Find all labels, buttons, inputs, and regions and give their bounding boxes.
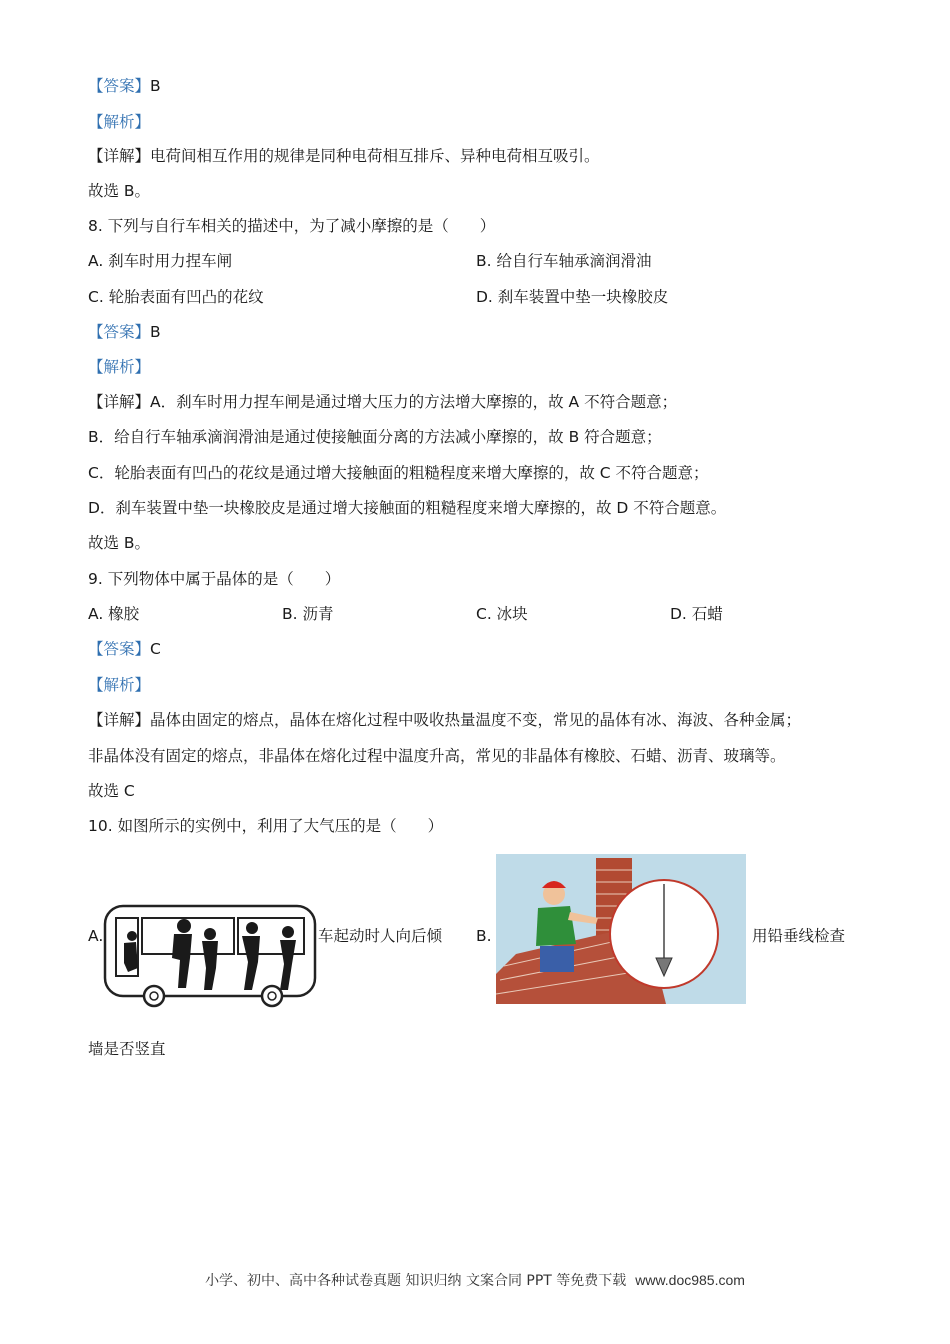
q7-detail (88, 146, 600, 166)
detail-tag: 【详解】 (88, 393, 151, 411)
detail-text: 电荷间相互作用的规律是同种电荷相互排斥、异种电荷相互吸引。 (150, 147, 600, 165)
q8-answer (88, 322, 161, 342)
answer-tag: 【答案】 (88, 640, 151, 658)
q8-option-d: D. 刹车装置中垫一块橡胶皮 (476, 288, 669, 306)
q8-option-b: B. 给自行车轴承滴润滑油 (476, 252, 652, 270)
q9-detail-line1 (88, 710, 801, 730)
answer-tag: 【答案】 (88, 323, 151, 341)
answer-tag: 【答案】 (88, 77, 151, 95)
bus-illustration (102, 898, 318, 1008)
q10-option-a-caption: 车起动时人向后倾 (318, 927, 443, 945)
detail-tag: 【详解】 (88, 711, 151, 729)
q9-option-d: D. 石蜡 (670, 605, 723, 623)
footer-text: 小学、初中、高中各种试卷真题 知识归纳 文案合同 PPT 等免费下载 (205, 1273, 627, 1289)
detail-text: A．刹车时用力捏车闸是通过增大压力的方法增大摩擦的，故 A 不符合题意； (150, 393, 678, 411)
answer-value: C (150, 640, 161, 658)
q9-answer (88, 639, 161, 659)
q8-analysis-tag: 【解析】 (88, 358, 151, 376)
q9-option-c: C. 冰块 (476, 605, 528, 623)
q8-detail-c: C．轮胎表面有凹凸的花纹是通过增大接触面的粗糙程度来增大摩擦的，故 C 不符合题意； (88, 464, 709, 482)
q7-analysis-tag: 【解析】 (88, 113, 151, 131)
detail-tag: 【详解】 (88, 147, 151, 165)
q9-option-a: A. 橡胶 (88, 605, 140, 623)
plumb-line-illustration (496, 854, 746, 1004)
q9-conclusion: 故选 C (88, 782, 135, 800)
q8-option-a: A. 刹车时用力捏车闸 (88, 252, 233, 270)
q10-question: 10. 如图所示的实例中，利用了大气压的是（ ） (88, 817, 444, 835)
answer-value: B (150, 323, 161, 341)
q8-detail-a (88, 392, 677, 412)
q10-option-b-caption-cont: 墙是否竖直 (88, 1040, 166, 1058)
q8-option-c: C. 轮胎表面有凹凸的花纹 (88, 288, 264, 306)
q8-question: 8. 下列与自行车相关的描述中，为了减小摩擦的是（ ） (88, 217, 496, 235)
q9-question: 9. 下列物体中属于晶体的是（ ） (88, 570, 341, 588)
q7-conclusion: 故选 B。 (88, 182, 151, 200)
footer-site-link[interactable]: www.doc985.com (635, 1272, 745, 1288)
q8-detail-d: D．刹车装置中垫一块橡胶皮是通过增大接触面的粗糙程度来增大摩擦的，故 D 不符合题意。 (88, 499, 727, 517)
q10-option-a-label: A. (88, 927, 104, 945)
page-footer (0, 1270, 950, 1290)
q10-option-b-label: B. (476, 927, 492, 945)
q7-answer (88, 76, 161, 96)
detail-text: 晶体由固定的熔点，晶体在熔化过程中吸收热量温度不变，常见的晶体有冰、海波、各种金属； (150, 711, 802, 729)
answer-value: B (150, 77, 161, 95)
q10-option-b-caption: 用铅垂线检查 (752, 927, 846, 945)
q9-option-b: B. 沥青 (282, 605, 334, 623)
q9-analysis-tag: 【解析】 (88, 676, 151, 694)
q8-conclusion: 故选 B。 (88, 534, 151, 552)
q9-detail-line2: 非晶体没有固定的熔点，非晶体在熔化过程中温度升高，常见的非晶体有橡胶、石蜡、沥青、玻璃等。 (88, 747, 786, 765)
q8-detail-b: B．给自行车轴承滴润滑油是通过使接触面分离的方法减小摩擦的，故 B 符合题意； (88, 428, 662, 446)
